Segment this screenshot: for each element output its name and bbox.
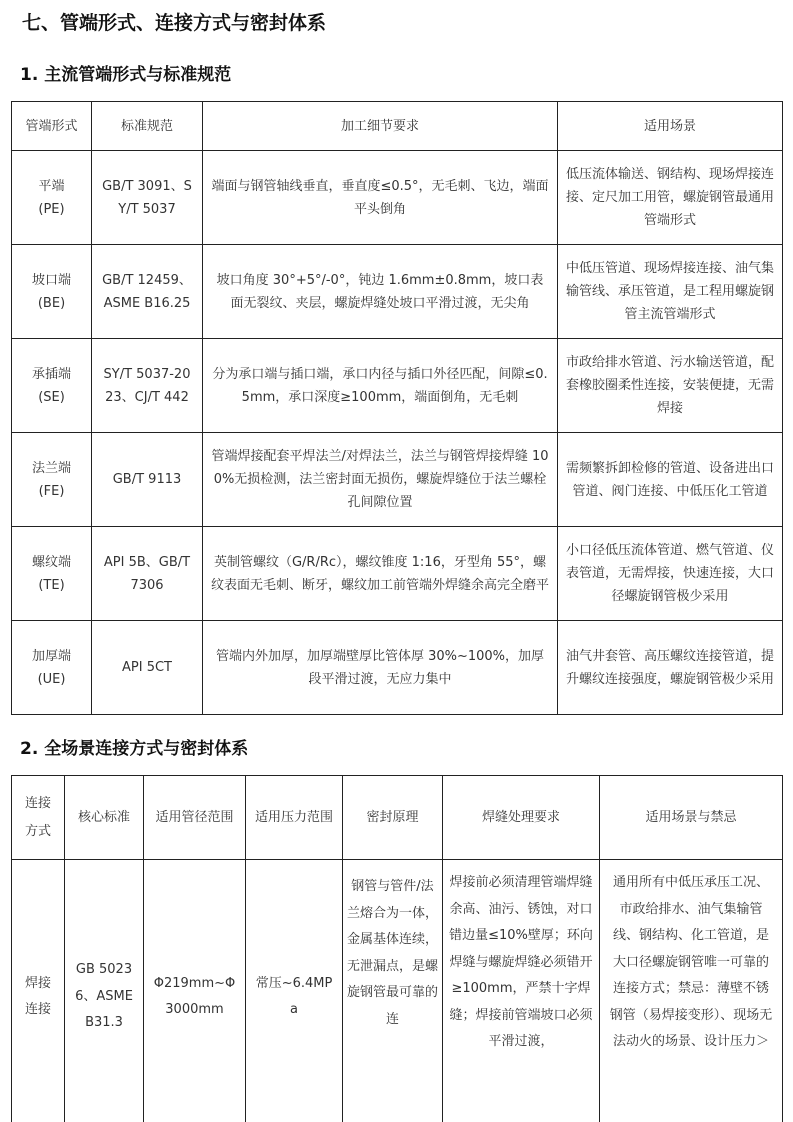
table-header-row bbox=[12, 102, 783, 151]
pipe-end-code: (PE) bbox=[38, 201, 65, 217]
pipe-end-code: (BE) bbox=[37, 295, 66, 311]
pipe-end-form-cell bbox=[12, 527, 92, 621]
pipe-end-form-cell bbox=[12, 621, 92, 715]
diameter-cell: Φ219mm~Φ3000mm bbox=[144, 860, 246, 1122]
pipe-end-form-cell bbox=[12, 339, 92, 433]
header-cell: 标准规范 bbox=[92, 102, 203, 151]
table-row bbox=[12, 621, 783, 715]
pipe-end-form: 坡口端 bbox=[31, 272, 71, 288]
detail-cell: 英制管螺纹（G/R/Rc），螺纹锥度 1:16，牙型角 55°，螺纹表面无毛刺、断牙，螺纹加工前管端外焊缝余高完全磨平 bbox=[203, 527, 558, 621]
connection-table bbox=[11, 775, 783, 1122]
detail-cell: 分为承口端与插口端，承口内径与插口外径匹配，间隙≤0.5mm，承口深度≥100mm，端面倒角，无毛刺 bbox=[203, 339, 558, 433]
scene-cell: 低压流体输送、钢结构、现场焊接连接、定尺加工用管，螺旋钢管最通用管端形式 bbox=[558, 151, 783, 245]
pipe-end-code: (FE) bbox=[38, 483, 65, 499]
header-cell: 适用场景 bbox=[558, 102, 783, 151]
header-cell: 适用管径范围 bbox=[144, 776, 246, 860]
table-row bbox=[12, 339, 783, 433]
scene-cell: 需频繁拆卸检修的管道、设备进出口管道、阀门连接、中低压化工管道 bbox=[558, 433, 783, 527]
section-title: 七、管端形式、连接方式与密封体系 bbox=[22, 12, 327, 34]
pipe-end-form-cell bbox=[12, 151, 92, 245]
connection-section-title: 2. 全场景连接方式与密封体系 bbox=[20, 739, 249, 759]
pipe-end-form-cell bbox=[12, 245, 92, 339]
pipe-end-section-title: 1. 主流管端形式与标准规范 bbox=[20, 65, 232, 85]
table-header-row bbox=[12, 776, 783, 860]
pressure-cell: 常压~6.4MPa bbox=[246, 860, 343, 1122]
pipe-end-code: (TE) bbox=[38, 577, 65, 593]
standard-cell: GB/T 12459、ASME B16.25 bbox=[92, 245, 203, 339]
header-cell: 加工细节要求 bbox=[203, 102, 558, 151]
scene-cell: 小口径低压流体管道、燃气管道、仪表管道，无需焊接，快速连接，大口径螺旋钢管极少采用 bbox=[558, 527, 783, 621]
table-row bbox=[12, 433, 783, 527]
pipe-end-form: 加厚端 bbox=[31, 648, 71, 664]
header-cell: 焊缝处理要求 bbox=[443, 776, 600, 860]
pipe-end-form: 承插端 bbox=[31, 366, 71, 382]
pipe-end-form: 平端 bbox=[38, 178, 65, 194]
pipe-end-form: 螺纹端 bbox=[31, 554, 71, 570]
header-cell: 连接方式 bbox=[12, 776, 65, 860]
pipe-end-form: 法兰端 bbox=[31, 460, 71, 476]
detail-cell: 坡口角度 30°+5°/-0°，钝边 1.6mm±0.8mm，坡口表面无裂纹、夹层，螺旋焊缝处坡口平滑过渡，无尖角 bbox=[203, 245, 558, 339]
table-row bbox=[12, 245, 783, 339]
method-cell: 焊接连接 bbox=[12, 860, 65, 1122]
scene-cell: 市政给排水管道、污水输送管道，配套橡胶圈柔性连接，安装便捷，无需焊接 bbox=[558, 339, 783, 433]
weld-cell: 焊接前必须清理管端焊缝余高、油污、锈蚀，对口错边量≤10%壁厚；环向焊缝与螺旋焊缝必须错开≥100mm，严禁十字焊缝；焊接前管端坡口必须平滑过渡， bbox=[443, 860, 600, 1122]
header-cell: 密封原理 bbox=[343, 776, 443, 860]
detail-cell: 管端焊接配套平焊法兰/对焊法兰，法兰与钢管焊接焊缝 100%无损检测，法兰密封面无损伤，螺旋焊缝位于法兰螺栓孔间隙位置 bbox=[203, 433, 558, 527]
detail-cell: 管端内外加厚，加厚端壁厚比管体厚 30%~100%，加厚段平滑过渡，无应力集中 bbox=[203, 621, 558, 715]
standard-cell: API 5B、GB/T 7306 bbox=[92, 527, 203, 621]
table-row bbox=[12, 527, 783, 621]
pipe-end-table bbox=[11, 101, 783, 715]
scene-cell: 油气井套管、高压螺纹连接管道，提升螺纹连接强度，螺旋钢管极少采用 bbox=[558, 621, 783, 715]
table-row bbox=[12, 151, 783, 245]
table-row bbox=[12, 860, 783, 1122]
header-cell: 管端形式 bbox=[12, 102, 92, 151]
standard-cell: GB 50236、ASME B31.3 bbox=[65, 860, 144, 1122]
scene-cell: 通用所有中低压承压工况、市政给排水、油气集输管线、钢结构、化工管道，是大口径螺旋钢管唯一可靠的连接方式；禁忌：薄壁不锈钢管（易焊接变形）、现场无法动火的场景、设计压力＞ bbox=[600, 860, 783, 1122]
header-cell: 核心标准 bbox=[65, 776, 144, 860]
standard-cell: API 5CT bbox=[92, 621, 203, 715]
pipe-end-form-cell bbox=[12, 433, 92, 527]
detail-cell: 端面与钢管轴线垂直，垂直度≤0.5°，无毛刺、飞边，端面平头倒角 bbox=[203, 151, 558, 245]
header-cell: 适用场景与禁忌 bbox=[600, 776, 783, 860]
principle-cell: 钢管与管件/法兰熔合为一体，金属基体连续，无泄漏点，是螺旋钢管最可靠的连 bbox=[343, 860, 443, 1122]
scene-cell: 中低压管道、现场焊接连接、油气集输管线、承压管道，是工程用螺旋钢管主流管端形式 bbox=[558, 245, 783, 339]
standard-cell: SY/T 5037-2023、CJ/T 442 bbox=[92, 339, 203, 433]
pipe-end-code: (UE) bbox=[37, 671, 66, 687]
header-cell: 适用压力范围 bbox=[246, 776, 343, 860]
standard-cell: GB/T 9113 bbox=[92, 433, 203, 527]
standard-cell: GB/T 3091、SY/T 5037 bbox=[92, 151, 203, 245]
pipe-end-code: (SE) bbox=[38, 389, 65, 405]
